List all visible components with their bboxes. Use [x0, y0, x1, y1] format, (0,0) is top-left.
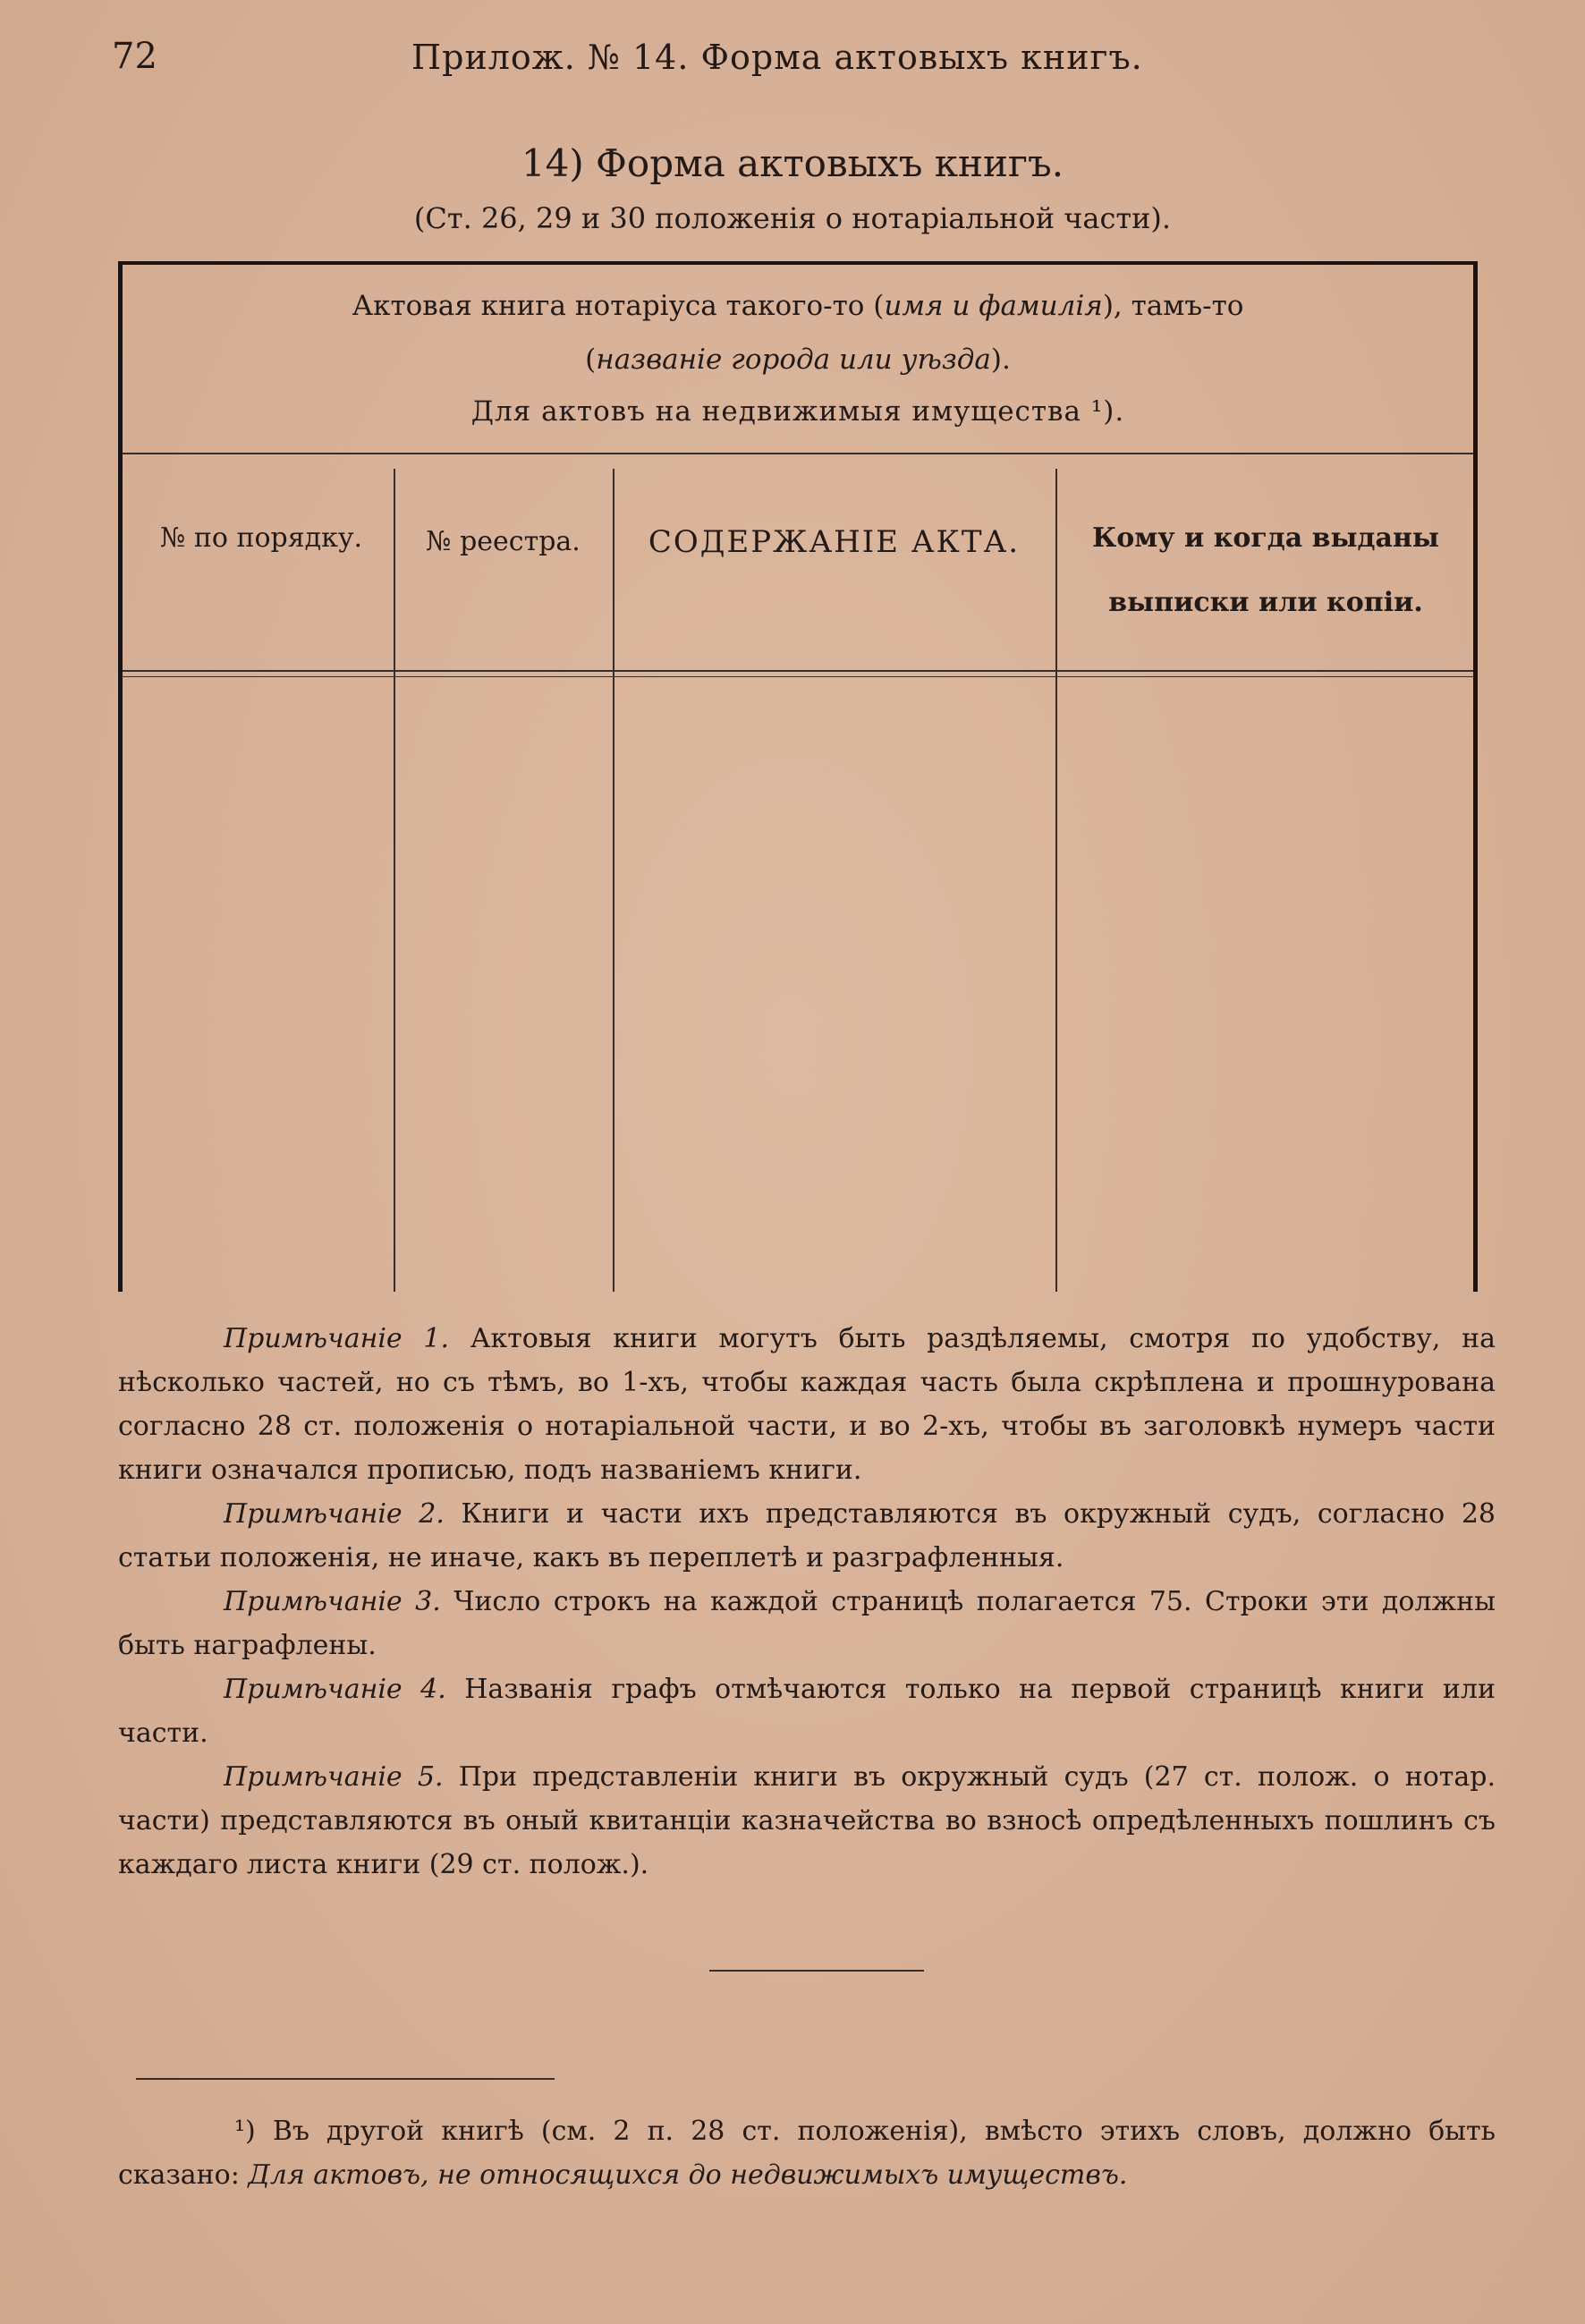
note-label: Примѣчаніе 5. [224, 1761, 444, 1793]
header-rule [123, 670, 1473, 672]
note-text: Актовыя книги могутъ быть раздѣляемы, смотря по удобству, на нѣсколько частей, но съ тѣмъ, во 1-хъ, чтобы каждая часть была скрѣплена и прошнурована согласно 28 ст. положенія о нотаріальной части, и во 2-хъ, чтобы въ заголовкѣ нумеръ части книги означался прописью, подъ названіемъ книги. [118, 1323, 1496, 1486]
note [118, 1317, 1496, 1492]
note-label: Примѣчаніе 4. [224, 1674, 446, 1705]
header-rule [123, 676, 1473, 677]
note-text: При представленіи книги въ окружный судъ (27 ст. полож. о нотар. части) представляются въ оный квитанціи казначейства во взносѣ опредѣленныхъ пошлинъ съ каждаго листа книги (29 ст. полож.). [118, 1761, 1496, 1880]
caption-line-2: (названіе города или уѣзда). [585, 344, 1011, 376]
note-text: Число строкъ на каждой страницѣ полагается 75. Строки эти должны быть награфлены. [118, 1586, 1496, 1661]
footnote-italic-text: Для актовъ, не относящихся до недвижимыхъ имуществъ. [248, 2159, 1128, 2191]
running-title: Прилож. № 14. Форма актовыхъ книгъ. [411, 38, 1143, 77]
note [118, 1755, 1496, 1887]
column-divider [613, 469, 615, 1292]
note [118, 1580, 1496, 1667]
footnote-text: ¹) Въ другой книгѣ (см. 2 п. 28 ст. положенія), вмѣсто этихъ словъ, должно быть сказано: [118, 2116, 1496, 2191]
column-header-act-content: СОДЕРЖАНІЕ АКТА. [648, 524, 1021, 560]
note-label: Примѣчаніе 2. [224, 1498, 445, 1530]
caption-line-3: Для актовъ на недвижимыя имущества ¹). [470, 395, 1125, 428]
table-caption [123, 265, 1473, 454]
caption-italic-place: названіе города или уѣзда [596, 344, 991, 376]
note-label: Примѣчаніе 3. [224, 1586, 441, 1617]
running-head [112, 36, 1185, 89]
column-header-copies-issued: Кому и когда выданы выписки или копіи. [1091, 522, 1440, 618]
form-title: 14) Форма актовыхъ книгъ. [521, 141, 1064, 185]
caption-line-1: Актовая книга нотаріуса такого-то (имя и фамилія), тамъ-то [352, 290, 1244, 322]
act-book-form-table [118, 261, 1478, 1292]
notes-section [118, 1317, 1496, 1887]
column-header-order-number: № по порядку. [159, 522, 363, 554]
page-number: 72 [112, 36, 157, 77]
caption-italic-name: имя и фамилія [884, 290, 1103, 322]
note-text: Книги и части ихъ представляются въ окружный судъ, согласно 28 статьи положенія, не иначе, какъ въ переплетѣ и разграфленныя. [118, 1498, 1496, 1573]
note-text: Названія графъ отмѣчаются только на первой страницѣ книги или части. [118, 1674, 1496, 1749]
column-divider [394, 469, 395, 1292]
footnote-separator [136, 2078, 555, 2080]
column-header-register-number: № реестра. [426, 526, 581, 557]
section-end-rule [709, 1970, 924, 1972]
note [118, 1667, 1496, 1755]
footnote [118, 2109, 1496, 2197]
note [118, 1492, 1496, 1580]
form-subtitle: (Ст. 26, 29 и 30 положенія о нотаріальной части). [413, 201, 1172, 235]
note-label: Примѣчаніе 1. [224, 1323, 450, 1354]
